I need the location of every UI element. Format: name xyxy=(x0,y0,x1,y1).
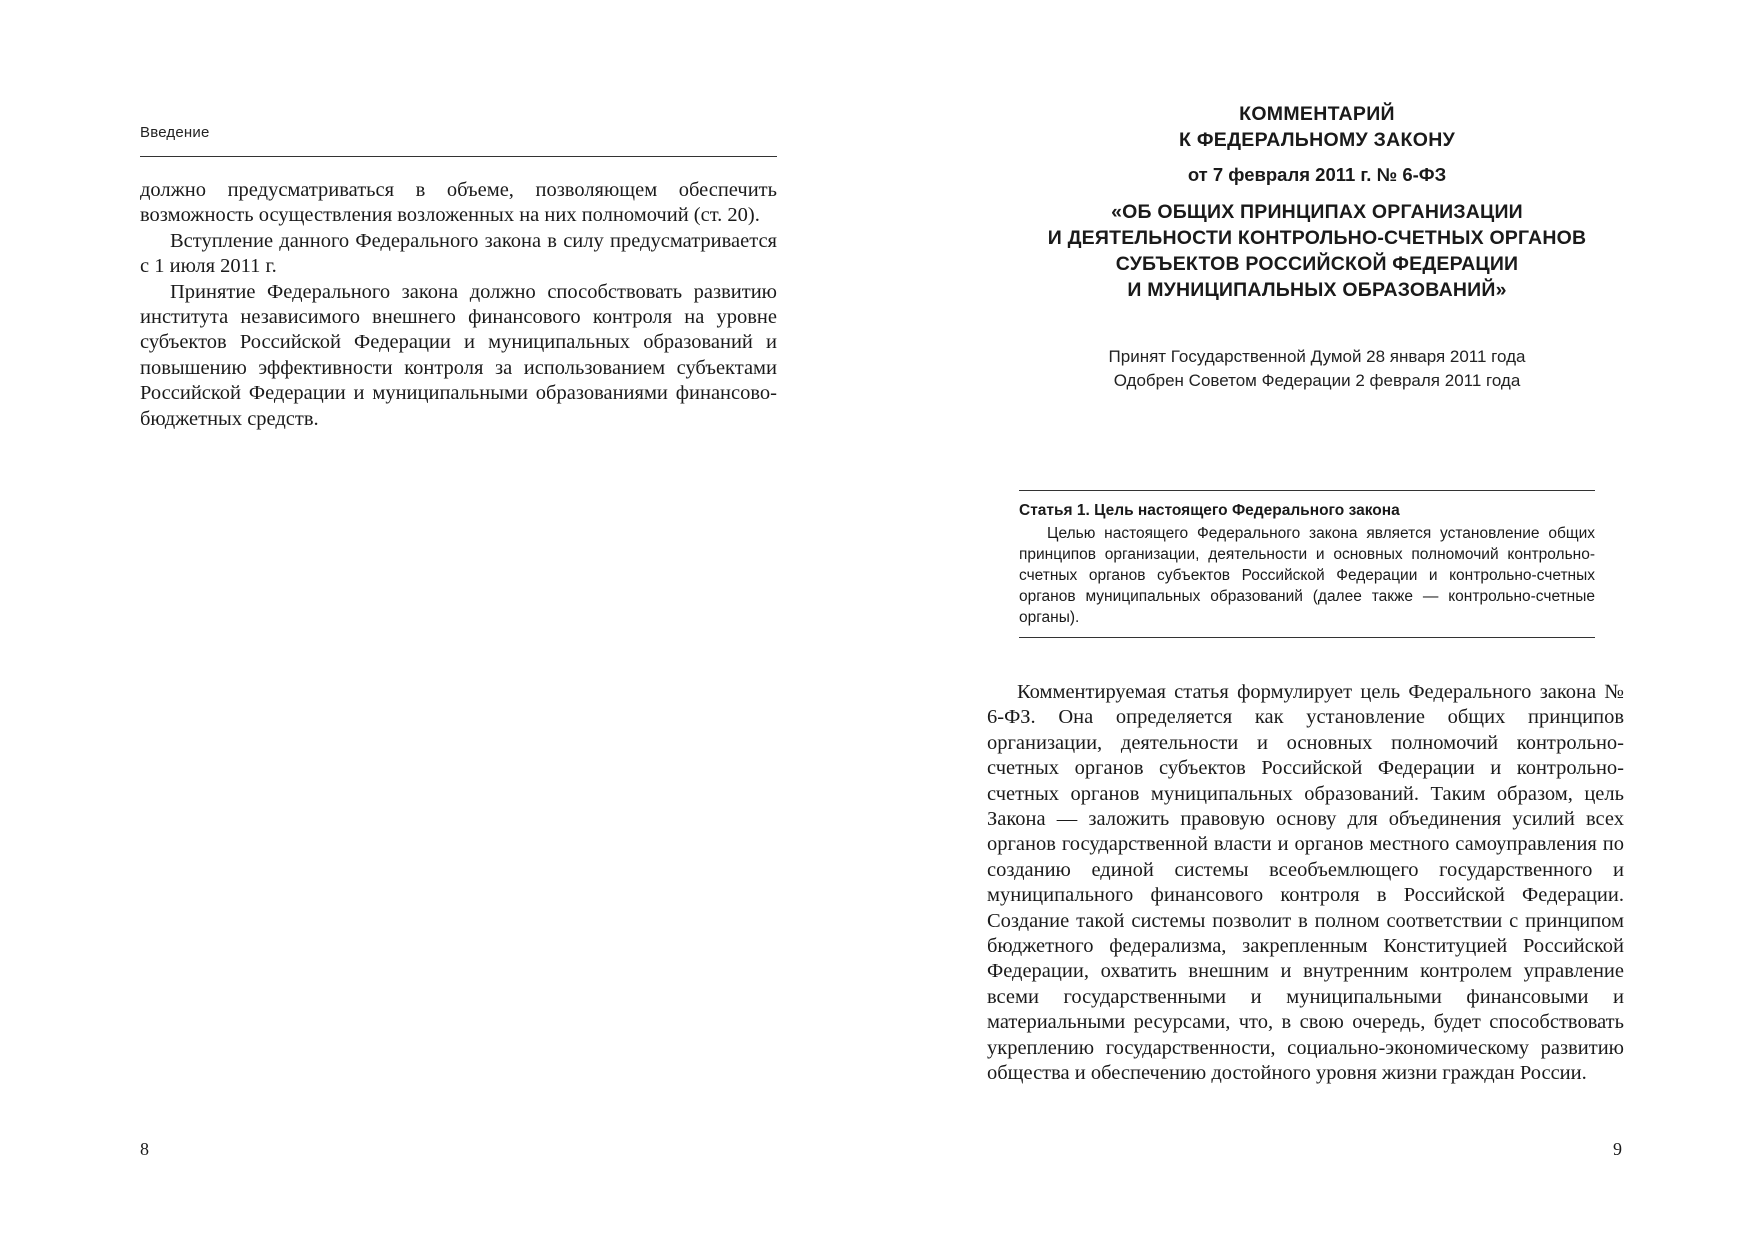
article-1 xyxy=(1019,490,1595,638)
paragraph: Комментируемая статья формулирует цель Федерального закона № 6-ФЗ. Она определяется как установление общих принципов организации, деятельности и основных полномочий контрольно-счетных органов субъектов Российской Федерации и контрольно-счетных органов муниципальных образований. Таким образом, цель Закона — заложить правовую основу для объединения усилий всех органов государственной власти и органов местного самоуправления по созданию единой системы всеобъемлющего государственного и муниципального финансового контроля в Российской Федерации. Создание такой системы позволит в полном соответствии с принципом бюджетного федерализма, закрепленным Конституцией Российской Федерации, охватить внешним и внутренним контролем управление всеми государственными и муниципальными финансовыми и материальными ресурсами, что, в свою очередь, будет способствовать укреплению государственности, социально-экономическому развитию общества и обеспечению достойного уровня жизни граждан России. xyxy=(987,681,1624,1085)
title-line: КОММЕНТАРИЙ xyxy=(1239,103,1395,125)
commentary-title xyxy=(957,101,1677,303)
law-name-line: И ДЕЯТЕЛЬНОСТИ КОНТРОЛЬНО-СЧЕТНЫХ ОРГАНОВ xyxy=(1047,227,1587,249)
law-name-line: СУБЪЕКТОВ РОССИЙСКОЙ ФЕДЕРАЦИИ xyxy=(1115,253,1519,275)
paragraph: Принятие Федерального закона должно способствовать развитию института независимого внешнего финансового контроля на уровне субъектов Российской Федерации и муниципальных образований и повышению эффективности контроля за использованием субъектами Российской Федерации и муниципальными образованиями финансово-бюджетных средств. xyxy=(140,280,777,430)
paragraph: должно предусматриваться в объеме, позволяющем обеспечить возможность осуществления возложенных на них полномочий (ст. 20). xyxy=(140,179,777,227)
law-name-line: «ОБ ОБЩИХ ПРИНЦИПАХ ОРГАНИЗАЦИИ xyxy=(1111,201,1523,223)
article-title: Статья 1. Цель настоящего Федерального закона xyxy=(1019,502,1400,519)
article-text: Целью настоящего Федерального закона является установление общих принципов организации, деятельности и основных полномочий контрольно-счетных органов субъектов Российской Федерации и контрольно-счетных органов муниципальных образований (далее также — контрольно-счетные органы). xyxy=(1019,525,1595,626)
left-page xyxy=(0,0,877,1241)
title-line: К ФЕДЕРАЛЬНОМУ ЗАКОНУ xyxy=(1178,129,1456,151)
law-name xyxy=(957,199,1677,303)
page-number: 9 xyxy=(1613,1139,1622,1159)
law-name-line: И МУНИЦИПАЛЬНЫХ ОБРАЗОВАНИЙ» xyxy=(1127,279,1507,301)
right-page xyxy=(877,0,1755,1241)
page-number: 8 xyxy=(140,1139,149,1159)
law-date: от 7 февраля 2011 г. № 6-ФЗ xyxy=(1187,164,1447,185)
commentary-text xyxy=(987,680,1624,1087)
running-head: Введение xyxy=(140,124,210,141)
approved-line: Одобрен Советом Федерации 2 февраля 2011 года xyxy=(1113,371,1521,390)
adopted-line: Принят Государственной Думой 28 января 2011 года xyxy=(1108,347,1526,366)
header-rule xyxy=(140,156,777,157)
paragraph: Вступление данного Федерального закона в силу предусматривается с 1 июля 2011 г. xyxy=(140,229,777,278)
intro-text xyxy=(140,178,777,432)
adoption-info xyxy=(957,345,1677,393)
